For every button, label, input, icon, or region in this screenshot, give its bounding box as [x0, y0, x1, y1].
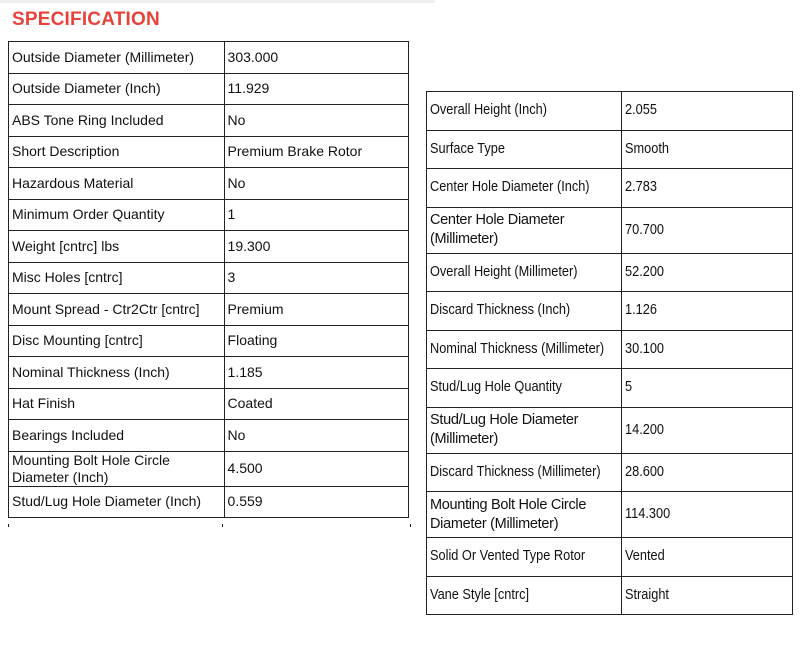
spec-row: [9, 486, 409, 518]
spec-label: Hazardous Material: [9, 168, 225, 200]
spec-value: 11.929: [224, 73, 408, 105]
spec-row: [9, 357, 409, 389]
spec-value: No: [224, 420, 408, 452]
spec-row: [427, 453, 793, 492]
spec-value: 1.185: [224, 357, 408, 389]
spec-row: [427, 369, 793, 408]
spec-value: [621, 407, 792, 453]
spec-row: [427, 407, 793, 453]
spec-label-text: Discard Thickness (Inch): [430, 302, 571, 319]
spec-value: Coated: [224, 388, 408, 420]
spec-row: [9, 420, 409, 452]
spec-label: Mount Spread - Ctr2Ctr [cntrc]: [9, 294, 225, 326]
spec-value-text: Straight: [624, 586, 669, 603]
spec-table-right: [426, 91, 793, 615]
spec-value: 19.300: [224, 231, 408, 263]
spec-row: [427, 169, 793, 208]
spec-value: Premium Brake Rotor: [224, 136, 408, 168]
spec-label-text: Nominal Thickness (Millimeter): [430, 340, 605, 357]
spec-value-text: 52.200: [624, 263, 664, 280]
spec-row: [9, 168, 409, 200]
spec-value: 4.500: [224, 451, 408, 486]
spec-label-text: Vane Style [cntrc]: [430, 586, 530, 603]
spec-value-text: 14.200: [624, 421, 664, 438]
spec-table-left: [8, 41, 409, 518]
spec-value: 1: [224, 199, 408, 231]
left-table-tail: [8, 524, 411, 527]
spec-row: [9, 199, 409, 231]
spec-label-text: Center Hole Diameter (Inch): [430, 179, 590, 196]
spec-label: Disc Mounting [cntrc]: [9, 325, 225, 357]
spec-label-text: Discard Thickness (Millimeter): [430, 463, 601, 480]
spec-label: Bearings Included: [9, 420, 225, 452]
spec-row: [427, 292, 793, 331]
spec-label-text: Solid Or Vented Type Rotor: [430, 548, 586, 565]
spec-row: [9, 325, 409, 357]
spec-value: [621, 292, 792, 331]
spec-row: [427, 207, 793, 253]
spec-label-text: Stud/Lug Hole Quantity: [430, 379, 562, 396]
spec-label-text: Surface Type: [430, 140, 505, 157]
spec-row: [9, 73, 409, 105]
spec-label: [427, 292, 622, 331]
spec-value: 0.559: [224, 486, 408, 518]
spec-value-text: Vented: [624, 548, 665, 565]
spec-row: [9, 105, 409, 137]
spec-row: [427, 576, 793, 615]
spec-label: Outside Diameter (Inch): [9, 73, 225, 105]
spec-value: No: [224, 105, 408, 137]
spec-value-text: 5: [624, 379, 632, 396]
spec-label: [427, 169, 622, 208]
spec-label: [427, 253, 622, 292]
spec-value-text: 70.700: [624, 221, 664, 238]
spec-label: [427, 130, 622, 169]
spec-value: [621, 576, 792, 615]
spec-label: [427, 576, 622, 615]
spec-value: [621, 169, 792, 208]
spec-row: [9, 136, 409, 168]
spec-row: [427, 130, 793, 169]
spec-value: [621, 207, 792, 253]
spec-label: [427, 330, 622, 369]
spec-value: 3: [224, 262, 408, 294]
spec-value: 303.000: [224, 42, 408, 74]
spec-row: [427, 253, 793, 292]
spec-label: Short Description: [9, 136, 225, 168]
spec-value: [621, 369, 792, 408]
spec-value-text: 2.783: [624, 179, 657, 196]
spec-label: [427, 369, 622, 408]
spec-value-text: 1.126: [624, 302, 657, 319]
spec-label: ABS Tone Ring Included: [9, 105, 225, 137]
spec-value-text: 114.300: [624, 506, 670, 522]
spec-label-text: Center Hole Diameter (Millimeter): [430, 212, 565, 247]
spec-row: [9, 451, 409, 486]
spec-value: [621, 253, 792, 292]
spec-value-text: 2.055: [624, 102, 657, 119]
spec-label: [427, 207, 622, 253]
top-divider: [0, 0, 435, 3]
spec-label: [427, 92, 622, 131]
spec-value: Premium: [224, 294, 408, 326]
spec-label-text: Overall Height (Millimeter): [430, 263, 578, 280]
spec-label: Weight [cntrc] lbs: [9, 231, 225, 263]
spec-label: Minimum Order Quantity: [9, 199, 225, 231]
spec-row: [9, 231, 409, 263]
spec-row: [9, 42, 409, 74]
spec-value: No: [224, 168, 408, 200]
spec-row: [427, 330, 793, 369]
spec-label-text: Overall Height (Inch): [430, 102, 548, 119]
spec-value-text: 28.600: [624, 463, 664, 480]
spec-label: Mounting Bolt Hole Circle Diameter (Inch): [9, 451, 225, 486]
spec-label: Nominal Thickness (Inch): [9, 357, 225, 389]
spec-value: [621, 330, 792, 369]
spec-value: [621, 538, 792, 577]
spec-label-text: Mounting Bolt Hole Circle Diameter (Millimeter): [430, 496, 587, 532]
spec-row: [9, 294, 409, 326]
spec-label: Misc Holes [cntrc]: [9, 262, 225, 294]
spec-row: [427, 492, 793, 538]
spec-value: [621, 492, 792, 538]
spec-value: [621, 453, 792, 492]
spec-value-text: Smooth: [624, 140, 669, 157]
spec-label: Hat Finish: [9, 388, 225, 420]
spec-label: [427, 407, 622, 453]
spec-label: [427, 453, 622, 492]
spec-value: [621, 92, 792, 131]
spec-label: Outside Diameter (Millimeter): [9, 42, 225, 74]
spec-row: [9, 388, 409, 420]
spec-label-text: Stud/Lug Hole Diameter (Millimeter): [430, 412, 579, 447]
spec-label: [427, 492, 622, 538]
page-title: SPECIFICATION: [12, 9, 160, 30]
spec-value-text: 30.100: [624, 340, 664, 357]
spec-label: Stud/Lug Hole Diameter (Inch): [9, 486, 225, 518]
spec-label: [427, 538, 622, 577]
spec-row: [9, 262, 409, 294]
spec-row: [427, 538, 793, 577]
spec-value: Floating: [224, 325, 408, 357]
spec-row: [427, 92, 793, 131]
spec-value: [621, 130, 792, 169]
